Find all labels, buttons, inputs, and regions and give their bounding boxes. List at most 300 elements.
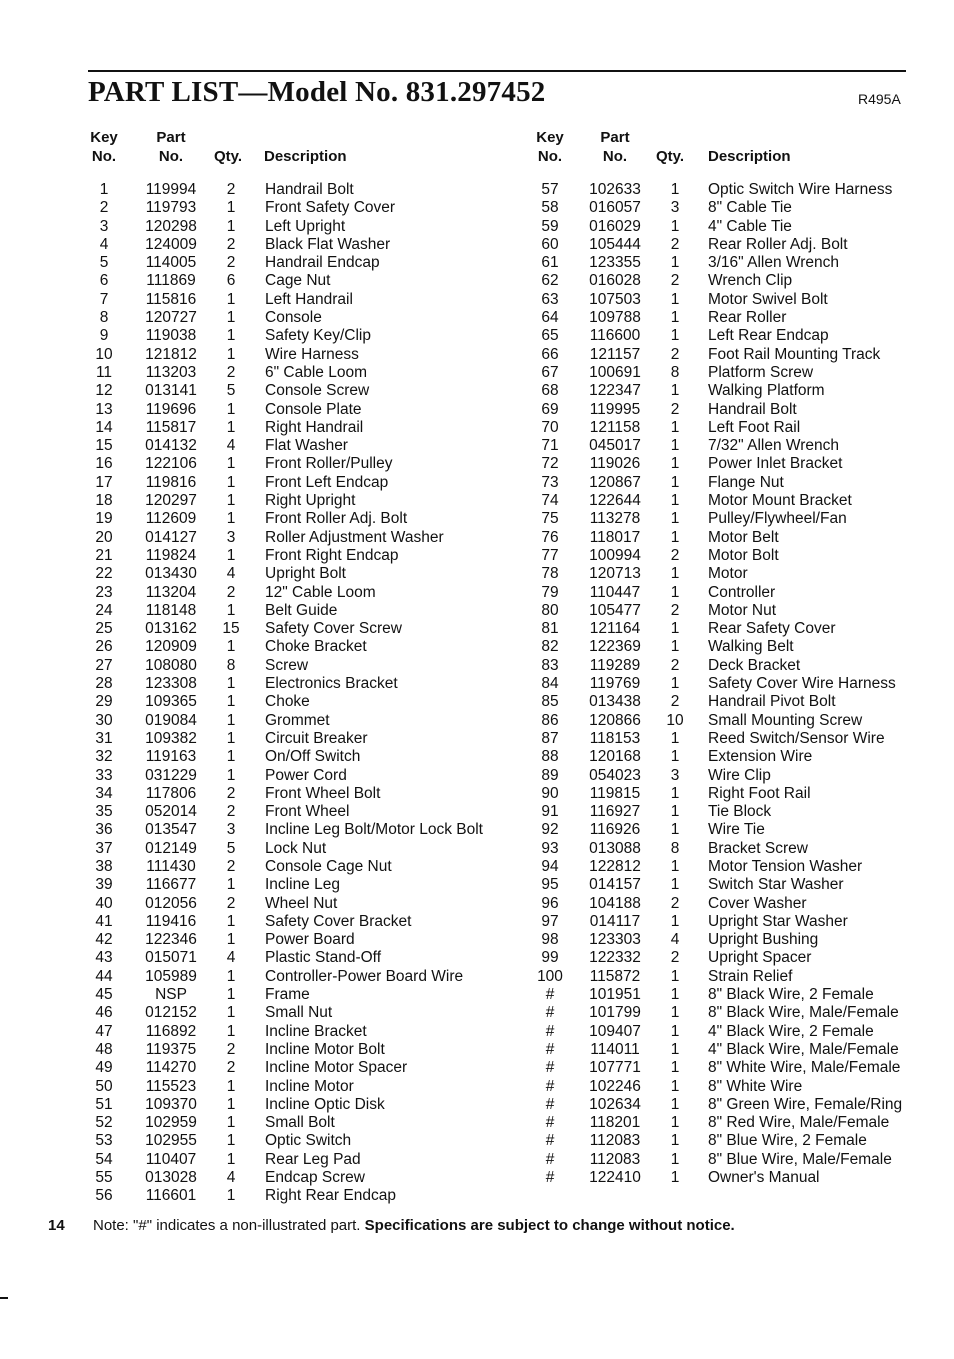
part-no-cell: 120298 <box>145 217 197 235</box>
description-cell: 3/16" Allen Wrench <box>708 254 840 272</box>
key-no-cell: 32 <box>95 748 113 766</box>
description-cell: Incline Bracket <box>265 1022 367 1040</box>
description-cell: Flat Washer <box>265 437 348 455</box>
description-cell: Lock Nut <box>265 839 327 857</box>
key-no-cell: 93 <box>541 839 559 857</box>
description-cell: Upright Bolt <box>265 565 346 583</box>
part-no-cell: NSP <box>155 986 187 1004</box>
qty-cell: 1 <box>226 492 236 510</box>
part-no-cell: 115523 <box>145 1077 197 1095</box>
key-no-cell: 31 <box>95 729 113 747</box>
key-no-cell: 83 <box>541 656 559 674</box>
qty-cell: 1 <box>670 1077 680 1095</box>
key-no-cell: 80 <box>541 601 559 619</box>
description-cell: Black Flat Washer <box>265 235 391 253</box>
part-no-cell: 115817 <box>145 418 197 436</box>
header-no-label: No. <box>537 148 563 165</box>
qty-cell: 1 <box>670 290 680 308</box>
key-no-cell: 86 <box>541 711 559 729</box>
description-cell: Small Bolt <box>265 1114 335 1132</box>
header-no-label: No. <box>91 148 117 165</box>
part-no-cell: 105477 <box>589 601 641 619</box>
part-no-cell: 102959 <box>145 1114 197 1132</box>
part-no-cell: 118201 <box>589 1114 641 1132</box>
key-no-cell: 92 <box>541 821 559 839</box>
description-cell: Belt Guide <box>265 601 338 619</box>
key-no-cell: 54 <box>95 1150 113 1168</box>
qty-cell: 1 <box>670 528 680 546</box>
qty-cell: 1 <box>670 638 680 656</box>
description-cell: 4" Black Wire, 2 Female <box>708 1022 874 1040</box>
qty-cell: 2 <box>670 601 680 619</box>
footnote <box>93 1217 735 1234</box>
part-no-cell: 123303 <box>589 931 641 949</box>
qty-cell: 2 <box>226 784 236 802</box>
part-no-cell: 118153 <box>589 729 641 747</box>
description-cell: Safety Cover Bracket <box>265 912 412 930</box>
qty-cell: 2 <box>670 656 680 674</box>
qty-cell: 1 <box>670 876 680 894</box>
description-cell: Motor Bolt <box>708 546 779 564</box>
key-no-cell: 74 <box>541 492 559 510</box>
page-number: 14 <box>48 1217 65 1234</box>
description-cell: Pulley/Flywheel/Fan <box>708 510 847 528</box>
qty-cell: 1 <box>670 327 680 345</box>
part-no-cell: 107771 <box>589 1059 641 1077</box>
description-cell: Switch Star Washer <box>708 876 844 894</box>
key-no-cell: 81 <box>541 620 559 638</box>
description-cell: Console <box>265 309 322 327</box>
key-no-cell: 55 <box>95 1169 113 1187</box>
qty-cell: 1 <box>670 748 680 766</box>
part-no-cell: 119793 <box>145 199 197 217</box>
key-no-cell: 6 <box>99 272 109 290</box>
qty-cell: 1 <box>670 510 680 528</box>
description-cell: Right Foot Rail <box>708 784 811 802</box>
key-no-cell: 37 <box>95 839 113 857</box>
qty-cell: 2 <box>670 949 680 967</box>
key-no-cell: 69 <box>541 400 559 418</box>
key-no-cell: 87 <box>541 729 559 747</box>
qty-cell: 2 <box>226 894 236 912</box>
key-no-cell: 36 <box>95 821 113 839</box>
key-no-cell: 22 <box>95 565 113 583</box>
key-no-cell: 35 <box>95 803 113 821</box>
header-part-no-left <box>148 128 194 166</box>
part-no-cell: 013141 <box>145 382 197 400</box>
part-no-cell: 113278 <box>589 510 641 528</box>
key-no-cell: 63 <box>541 290 559 308</box>
key-no-cell: 90 <box>541 784 559 802</box>
part-no-cell: 015071 <box>145 949 197 967</box>
description-cell: Console Plate <box>265 400 362 418</box>
description-cell: Optic Switch <box>265 1132 352 1150</box>
header-part-label: Part <box>600 129 630 146</box>
description-cell: Foot Rail Mounting Track <box>708 345 881 363</box>
qty-cell: 2 <box>226 254 236 272</box>
description-cell: Motor Belt <box>708 528 779 546</box>
description-cell: Front Right Endcap <box>265 546 399 564</box>
description-cell: 12" Cable Loom <box>265 583 376 601</box>
qty-cell: 1 <box>670 1095 680 1113</box>
part-no-cell: 019084 <box>145 711 197 729</box>
key-no-cell: 33 <box>95 766 113 784</box>
qty-cell: 3 <box>226 528 236 546</box>
key-no-cell: # <box>545 1022 555 1040</box>
qty-cell: 1 <box>226 876 236 894</box>
key-no-cell: 58 <box>541 199 559 217</box>
qty-cell: 2 <box>226 1040 236 1058</box>
qty-cell: 3 <box>670 199 680 217</box>
key-no-cell: 78 <box>541 565 559 583</box>
description-cell: Handrail Endcap <box>265 254 380 272</box>
part-no-cell: 112083 <box>589 1150 641 1168</box>
description-cell: 8" Green Wire, Female/Ring <box>708 1095 903 1113</box>
key-no-cell: 57 <box>541 181 559 198</box>
description-cell: Wire Clip <box>708 766 771 784</box>
description-cell: 8" Blue Wire, Male/Female <box>708 1150 892 1168</box>
qty-cell: 3 <box>226 821 236 839</box>
part-no-cell: 101951 <box>589 986 641 1004</box>
key-no-cell: 100 <box>537 967 563 985</box>
key-no-cell: 30 <box>95 711 113 729</box>
header-no-label: No. <box>602 148 628 165</box>
part-no-cell: 012056 <box>145 894 197 912</box>
key-no-cell: 48 <box>95 1040 113 1058</box>
key-no-cell: 61 <box>541 254 559 272</box>
part-no-cell: 054023 <box>589 766 641 784</box>
description-cell: 8" Red Wire, Male/Female <box>708 1114 890 1132</box>
qty-cell: 1 <box>226 729 236 747</box>
description-cell: Incline Optic Disk <box>265 1095 385 1113</box>
qty-cell: 1 <box>226 309 236 327</box>
description-cell: Small Nut <box>265 1004 333 1022</box>
key-no-cell: 49 <box>95 1059 113 1077</box>
part-no-cell: 105989 <box>145 967 197 985</box>
description-cell: Safety Key/Clip <box>265 327 371 345</box>
header-key-no-right <box>532 128 568 166</box>
qty-cell: 1 <box>670 967 680 985</box>
part-no-cell: 117806 <box>145 784 197 802</box>
page-title: PART LIST—Model No. 831.297452 <box>88 76 546 108</box>
key-no-cell: 51 <box>95 1095 113 1113</box>
qty-cell: 1 <box>670 181 680 198</box>
part-no-cell: 014132 <box>145 437 197 455</box>
description-cell: Handrail Pivot Bolt <box>708 693 836 711</box>
key-no-cell: 88 <box>541 748 559 766</box>
description-cell: 8" Black Wire, 2 Female <box>708 986 874 1004</box>
part-no-cell: 122644 <box>589 492 641 510</box>
key-no-cell: 5 <box>99 254 109 272</box>
part-no-cell: 115816 <box>145 290 197 308</box>
part-no-cell: 119995 <box>589 400 641 418</box>
key-no-cell: 13 <box>95 400 113 418</box>
part-no-cell: 116600 <box>589 327 641 345</box>
qty-cell: 1 <box>226 1022 236 1040</box>
key-no-cell: 25 <box>95 620 113 638</box>
part-no-cell: 113203 <box>145 363 197 381</box>
description-cell: On/Off Switch <box>265 748 361 766</box>
description-cell: Optic Switch Wire Harness <box>708 181 893 198</box>
header-part-label: Part <box>156 129 186 146</box>
part-no-cell: 118148 <box>145 601 197 619</box>
qty-cell: 1 <box>670 1114 680 1132</box>
qty-cell: 1 <box>226 327 236 345</box>
qty-cell: 4 <box>226 1169 236 1187</box>
key-no-cell: 94 <box>541 857 559 875</box>
key-no-cell: 79 <box>541 583 559 601</box>
key-no-cell: # <box>545 1132 555 1150</box>
part-no-cell: 052014 <box>145 803 197 821</box>
description-cell: Small Mounting Screw <box>708 711 863 729</box>
qty-cell: 8 <box>226 656 236 674</box>
part-no-cell: 119769 <box>589 675 641 693</box>
part-no-cell: 013088 <box>589 839 641 857</box>
key-no-cell: # <box>545 1169 555 1187</box>
note-emphasis: Specifications are subject to change without notice. <box>364 1217 735 1234</box>
qty-cell: 8 <box>670 363 680 381</box>
description-cell: Grommet <box>265 711 330 729</box>
description-cell: Bracket Screw <box>708 839 808 857</box>
part-no-cell: 121157 <box>589 345 641 363</box>
part-no-cell: 122369 <box>589 638 641 656</box>
margin-mark <box>0 1297 8 1299</box>
description-cell: Strain Relief <box>708 967 793 985</box>
part-no-cell: 109370 <box>145 1095 197 1113</box>
description-cell: Cage Nut <box>265 272 331 290</box>
qty-cell: 2 <box>226 857 236 875</box>
description-cell: Front Wheel Bolt <box>265 784 381 802</box>
part-no-cell: 107503 <box>589 290 641 308</box>
key-no-cell: 2 <box>99 199 109 217</box>
description-cell: Front Left Endcap <box>265 473 389 491</box>
key-no-cell: 64 <box>541 309 559 327</box>
part-no-cell: 122346 <box>145 931 197 949</box>
key-no-cell: 42 <box>95 931 113 949</box>
description-cell: Right Handrail <box>265 418 364 436</box>
top-rule <box>88 70 906 72</box>
key-no-cell: 12 <box>95 382 113 400</box>
description-cell: 8" Blue Wire, 2 Female <box>708 1132 867 1150</box>
part-no-cell: 116677 <box>145 876 197 894</box>
qty-cell: 1 <box>670 1150 680 1168</box>
qty-cell: 1 <box>226 473 236 491</box>
description-cell: Front Wheel <box>265 803 350 821</box>
description-cell: Upright Spacer <box>708 949 812 967</box>
qty-cell: 1 <box>226 967 236 985</box>
key-no-cell: 43 <box>95 949 113 967</box>
part-no-cell: 122347 <box>589 382 641 400</box>
key-no-cell: 44 <box>95 967 113 985</box>
part-no-cell: 111869 <box>146 272 196 290</box>
description-cell: Roller Adjustment Washer <box>265 528 444 546</box>
key-no-cell: 39 <box>95 876 113 894</box>
key-no-cell: 46 <box>95 1004 113 1022</box>
part-no-cell: 014157 <box>589 876 641 894</box>
qty-cell: 4 <box>226 949 236 967</box>
qty-cell: 1 <box>226 638 236 656</box>
key-no-cell: 89 <box>541 766 559 784</box>
part-no-cell: 122106 <box>145 455 197 473</box>
key-no-cell: 50 <box>95 1077 113 1095</box>
part-no-cell: 111430 <box>146 857 196 875</box>
description-cell: Controller <box>708 583 776 601</box>
qty-cell: 8 <box>670 839 680 857</box>
key-no-cell: 28 <box>95 675 113 693</box>
part-no-cell: 012152 <box>145 1004 197 1022</box>
key-no-cell: # <box>545 986 555 1004</box>
part-no-cell: 114270 <box>145 1059 197 1077</box>
qty-cell: 5 <box>226 382 236 400</box>
key-no-cell: 14 <box>95 418 113 436</box>
key-no-cell: 67 <box>541 363 559 381</box>
part-no-cell: 119416 <box>145 912 197 930</box>
qty-cell: 2 <box>670 345 680 363</box>
key-no-cell: # <box>545 1114 555 1132</box>
key-no-cell: 40 <box>95 894 113 912</box>
key-no-cell: # <box>545 1150 555 1168</box>
key-no-cell: 19 <box>95 510 113 528</box>
qty-cell: 2 <box>670 235 680 253</box>
key-no-cell: 76 <box>541 528 559 546</box>
qty-cell: 4 <box>670 931 680 949</box>
key-no-cell: 99 <box>541 949 559 967</box>
description-cell: Incline Leg <box>265 876 340 894</box>
key-no-cell: 98 <box>541 931 559 949</box>
description-cell: Walking Belt <box>708 638 794 656</box>
key-no-cell: 17 <box>95 473 113 491</box>
note-label: Note: <box>93 1217 129 1234</box>
description-cell: Left Rear Endcap <box>708 327 829 345</box>
part-no-cell: 116601 <box>145 1187 197 1205</box>
qty-cell: 6 <box>226 272 236 290</box>
qty-cell: 4 <box>226 437 236 455</box>
qty-cell: 2 <box>226 235 236 253</box>
qty-cell: 10 <box>666 711 684 729</box>
description-cell: Frame <box>265 986 310 1004</box>
key-no-cell: 3 <box>99 217 109 235</box>
description-cell: Extension Wire <box>708 748 813 766</box>
part-no-cell: 016057 <box>589 199 641 217</box>
qty-cell: 1 <box>670 821 680 839</box>
key-no-cell: 65 <box>541 327 559 345</box>
description-cell: Right Upright <box>265 492 356 510</box>
qty-cell: 1 <box>226 711 236 729</box>
part-no-cell: 120297 <box>145 492 197 510</box>
description-cell: Rear Roller Adj. Bolt <box>708 235 848 253</box>
part-no-cell: 119696 <box>145 400 197 418</box>
key-no-cell: # <box>545 1040 555 1058</box>
part-no-cell: 013547 <box>145 821 197 839</box>
qty-cell: 15 <box>222 620 240 638</box>
description-cell: Platform Screw <box>708 363 814 381</box>
qty-cell: 1 <box>226 601 236 619</box>
description-cell: Rear Leg Pad <box>265 1150 361 1168</box>
header-key-label: Key <box>536 129 564 146</box>
key-no-cell: 24 <box>95 601 113 619</box>
qty-cell: 2 <box>226 583 236 601</box>
part-no-cell: 101799 <box>589 1004 641 1022</box>
part-no-cell: 119824 <box>145 546 197 564</box>
key-no-cell: 52 <box>95 1114 113 1132</box>
part-no-cell: 123308 <box>145 675 197 693</box>
qty-cell: 1 <box>226 931 236 949</box>
key-no-cell: 91 <box>541 803 559 821</box>
qty-cell: 1 <box>670 803 680 821</box>
description-cell: Incline Motor Bolt <box>265 1040 385 1058</box>
qty-cell: 1 <box>670 1040 680 1058</box>
header-description-right: Description <box>708 148 791 165</box>
key-no-cell: 71 <box>541 437 559 455</box>
qty-cell: 1 <box>226 912 236 930</box>
qty-cell: 1 <box>226 546 236 564</box>
description-cell: 8" Cable Tie <box>708 199 792 217</box>
part-no-cell: 014127 <box>145 528 197 546</box>
description-cell: Motor Tension Washer <box>708 857 863 875</box>
description-cell: 6" Cable Loom <box>265 363 368 381</box>
description-cell: Safety Cover Screw <box>265 620 402 638</box>
part-no-cell: 121164 <box>589 620 641 638</box>
part-no-cell: 120168 <box>589 748 641 766</box>
key-no-cell: 59 <box>541 217 559 235</box>
key-no-cell: 26 <box>95 638 113 656</box>
description-cell: Walking Platform <box>708 382 825 400</box>
qty-cell: 1 <box>226 217 236 235</box>
qty-cell: 1 <box>226 693 236 711</box>
qty-cell: 1 <box>670 418 680 436</box>
qty-cell: 1 <box>670 565 680 583</box>
key-no-cell: 21 <box>95 546 113 564</box>
key-no-cell: 29 <box>95 693 113 711</box>
qty-cell: 1 <box>670 254 680 272</box>
part-no-cell: 119815 <box>589 784 641 802</box>
qty-cell: 3 <box>670 766 680 784</box>
part-no-cell: 112609 <box>145 510 197 528</box>
qty-cell: 1 <box>670 1022 680 1040</box>
description-cell: 8" White Wire, Male/Female <box>708 1059 901 1077</box>
description-cell: Rear Safety Cover <box>708 620 836 638</box>
key-no-cell: 53 <box>95 1132 113 1150</box>
key-no-cell: 20 <box>95 528 113 546</box>
part-no-cell: 100691 <box>589 363 641 381</box>
description-cell: Left Upright <box>265 217 346 235</box>
qty-cell: 2 <box>670 546 680 564</box>
key-no-cell: 8 <box>99 309 109 327</box>
qty-cell: 2 <box>226 803 236 821</box>
key-no-cell: 68 <box>541 382 559 400</box>
note-text: "#" indicates a non-illustrated part. <box>133 1217 361 1234</box>
qty-cell: 1 <box>226 1114 236 1132</box>
description-cell: Wheel Nut <box>265 894 338 912</box>
description-cell: Safety Cover Wire Harness <box>708 675 896 693</box>
description-cell: Endcap Screw <box>265 1169 365 1187</box>
description-cell: Choke Bracket <box>265 638 367 656</box>
key-no-cell: 96 <box>541 894 559 912</box>
key-no-cell: 7 <box>99 290 109 308</box>
part-no-cell: 120727 <box>145 309 197 327</box>
document-code: R495A <box>858 91 901 107</box>
qty-cell: 1 <box>226 748 236 766</box>
key-no-cell: 73 <box>541 473 559 491</box>
qty-cell: 1 <box>226 418 236 436</box>
qty-cell: 1 <box>670 583 680 601</box>
qty-cell: 1 <box>670 729 680 747</box>
description-cell: Cover Washer <box>708 894 807 912</box>
description-cell: Motor Mount Bracket <box>708 492 852 510</box>
key-no-cell: 34 <box>95 784 113 802</box>
qty-cell: 1 <box>670 912 680 930</box>
key-no-cell: 72 <box>541 455 559 473</box>
